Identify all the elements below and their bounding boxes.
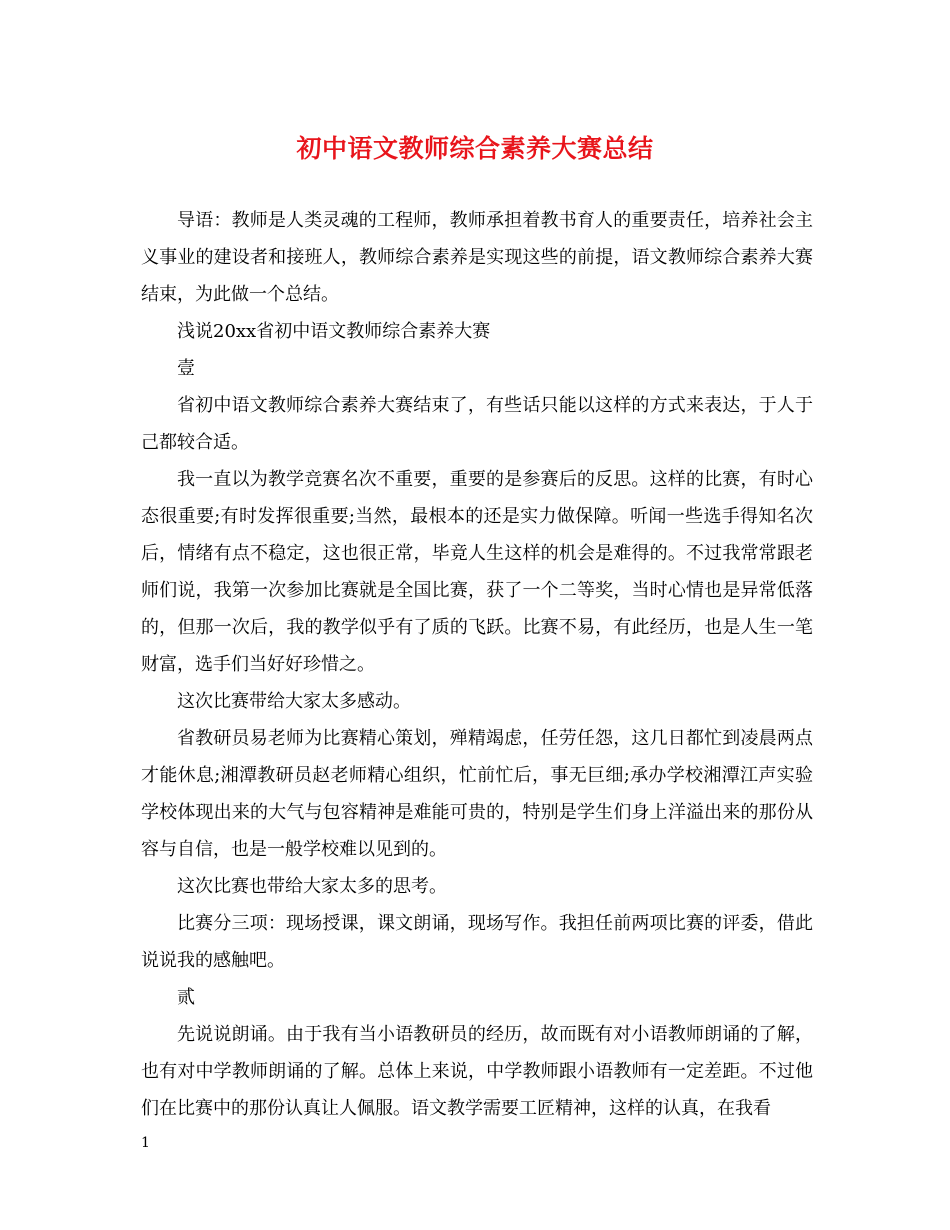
paragraph: 先说说朗诵。由于我有当小语教研员的经历，故而既有对小语教师朗诵的了解，也有对中学教师朗诵的了解。总体上来说，中学教师跟小语教师有一定差距。不过他们在比赛中的那份认真让人佩服。语文教学需要工匠精神，这样的认真，在我看	[141, 1024, 813, 1119]
section-heading-2: 贰	[177, 987, 195, 1008]
page-number: 1	[141, 1135, 150, 1151]
paragraph: 我一直以为教学竞赛名次不重要，重要的是参赛后的反思。这样的比赛，有时心态很重要;有时发挥很重要;当然，最根本的还是实力做保障。听闻一些选手得知名次后，情绪有点不稳定，这也很正常，毕竟人生这样的机会是难得的。不过我常常跟老师们说，我第一次参加比赛就是全国比赛，获了一个二等奖，当时心情也是异常低落的，但那一次后，我的教学似乎有了质的飞跃。比赛不易，有此经历，也是人生一笔财富，选手们当好好珍惜之。	[141, 469, 813, 675]
paragraph: 这次比赛也带给大家太多的思考。	[177, 876, 447, 897]
paragraph-intro: 导语：教师是人类灵魂的工程师，教师承担着教书育人的重要责任，培养社会主义事业的建设者和接班人，教师综合素养是实现这些的前提，语文教师综合素养大赛结束，为此做一个总结。	[141, 210, 813, 305]
document-title: 初中语文教师综合素养大赛总结	[296, 134, 654, 163]
paragraph: 比赛分三项：现场授课，课文朗诵，现场写作。我担任前两项比赛的评委，借此说说我的感触吧。	[141, 913, 813, 971]
paragraph: 这次比赛带给大家太多感动。	[177, 691, 411, 712]
paragraph-subtitle: 浅说20xx省初中语文教师综合素养大赛	[177, 321, 491, 342]
paragraph: 省教研员易老师为比赛精心策划，殚精竭虑，任劳任怨，这几日都忙到凌晨两点才能休息;湘潭教研员赵老师精心组织，忙前忙后，事无巨细;承办学校湘潭江声实验学校体现出来的大气与包容精神是难能可贵的，特别是学生们身上洋溢出来的那份从容与自信，也是一般学校难以见到的。	[141, 728, 813, 860]
section-heading-1: 壹	[177, 358, 195, 379]
document-body	[141, 202, 813, 1127]
paragraph: 省初中语文教师综合素养大赛结束了，有些话只能以这样的方式来表达，于人于己都较合适。	[141, 395, 813, 453]
